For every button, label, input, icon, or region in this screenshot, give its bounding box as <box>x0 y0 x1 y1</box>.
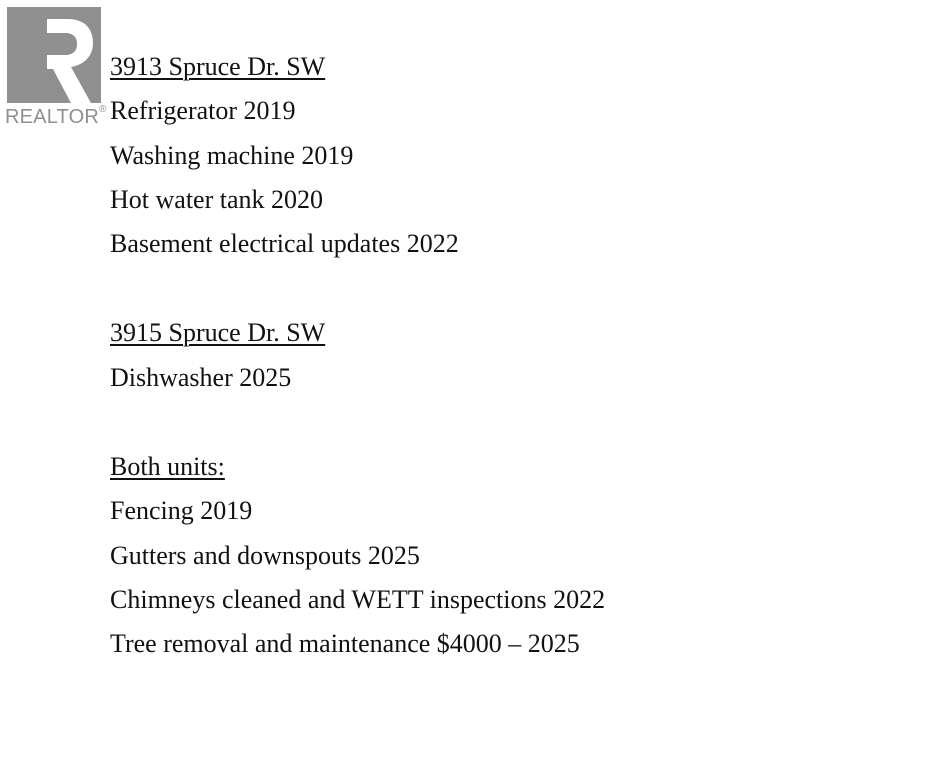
list-item: Hot water tank 2020 <box>110 185 324 214</box>
realtor-r-icon <box>7 7 101 103</box>
section-heading-3915: 3915 Spruce Dr. SW <box>110 318 326 347</box>
list-item: Washing machine 2019 <box>110 141 354 170</box>
section-heading-both-units: Both units: <box>110 452 225 481</box>
list-item: Chimneys cleaned and WETT inspections 2022 <box>110 585 606 614</box>
realtor-wordmark: REALTOR® <box>5 104 107 128</box>
list-item: Tree removal and maintenance $4000 – 2025 <box>110 629 580 658</box>
list-item: Refrigerator 2019 <box>110 96 296 125</box>
realtor-logo <box>5 5 111 127</box>
section-heading-3913: 3913 Spruce Dr. SW <box>110 52 326 81</box>
list-item: Dishwasher 2025 <box>110 363 292 392</box>
list-item: Gutters and downspouts 2025 <box>110 541 420 570</box>
list-item: Basement electrical updates 2022 <box>110 229 459 258</box>
list-item: Fencing 2019 <box>110 496 253 525</box>
